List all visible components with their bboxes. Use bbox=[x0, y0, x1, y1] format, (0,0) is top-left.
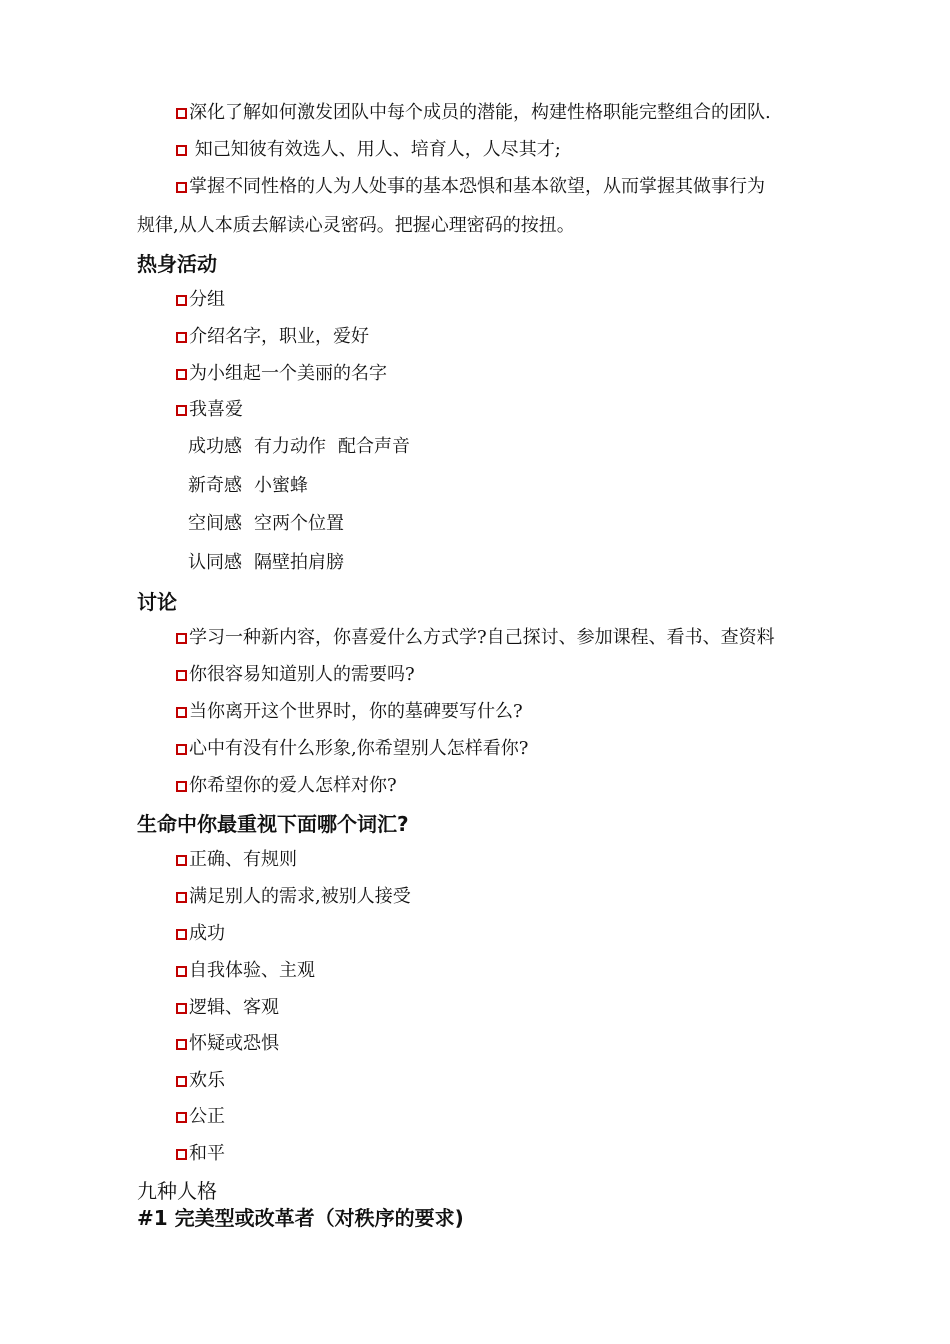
warmup-item: 我喜爱 bbox=[176, 398, 243, 422]
checkbox-bullet-icon bbox=[176, 108, 187, 119]
discussion-item: 你希望你的爱人怎样对你? bbox=[176, 774, 397, 798]
warmup-item: 介绍名字，职业，爱好 bbox=[176, 325, 369, 349]
checkbox-bullet-icon bbox=[176, 744, 187, 755]
checkbox-bullet-icon bbox=[176, 781, 187, 792]
intro-item-1 bbox=[176, 101, 771, 125]
checkbox-bullet-icon bbox=[176, 1149, 187, 1160]
warmup-row: 新奇感 小蜜蜂 bbox=[188, 475, 308, 496]
discussion-item: 当你离开这个世界时，你的墓碑要写什么? bbox=[176, 700, 523, 724]
checkbox-bullet-icon bbox=[176, 1003, 187, 1014]
warmup-row: 认同感 隔壁拍肩膀 bbox=[188, 552, 344, 573]
values-item: 逻辑、客观 bbox=[176, 996, 279, 1020]
values-item: 满足别人的需求,被别人接受 bbox=[176, 885, 411, 909]
intro-text-4: 规律,从人本质去解读心灵密码。把握心理密码的按扭。 bbox=[137, 215, 575, 236]
intro-item-3 bbox=[176, 175, 765, 199]
checkbox-bullet-icon bbox=[176, 855, 187, 866]
checkbox-bullet-icon bbox=[176, 966, 187, 977]
values-item: 成功 bbox=[176, 922, 225, 946]
intro-item-2 bbox=[176, 138, 561, 162]
checkbox-bullet-icon bbox=[176, 670, 187, 681]
checkbox-bullet-icon bbox=[176, 929, 187, 940]
intro-text-1: 深化了解如何激发团队中每个成员的潜能，构建性格职能完整组合的团队. bbox=[189, 102, 771, 123]
discussion-item: 学习一种新内容，你喜爱什么方式学?自己探讨、参加课程、看书、查资料 bbox=[176, 626, 775, 650]
values-item: 和平 bbox=[176, 1142, 225, 1166]
checkbox-bullet-icon bbox=[176, 633, 187, 644]
discussion-item: 心中有没有什么形象,你希望别人怎样看你? bbox=[176, 737, 528, 761]
checkbox-bullet-icon bbox=[176, 182, 187, 193]
checkbox-bullet-icon bbox=[176, 1039, 187, 1050]
warmup-item: 为小组起一个美丽的名字 bbox=[176, 362, 387, 386]
warmup-item: 分组 bbox=[176, 288, 225, 312]
warmup-row: 空间感 空两个位置 bbox=[188, 513, 344, 534]
discussion-heading: 讨论 bbox=[137, 590, 177, 614]
checkbox-bullet-icon bbox=[176, 707, 187, 718]
values-item: 公正 bbox=[176, 1105, 225, 1129]
values-item: 自我体验、主观 bbox=[176, 959, 315, 983]
nine-heading: 九种人格 bbox=[137, 1179, 217, 1203]
checkbox-bullet-icon bbox=[176, 332, 187, 343]
intro-text-2: 知己知彼有效选人、用人、培育人，人尽其才; bbox=[189, 139, 561, 160]
checkbox-bullet-icon bbox=[176, 1076, 187, 1087]
warmup-heading: 热身活动 bbox=[137, 252, 217, 276]
checkbox-bullet-icon bbox=[176, 1112, 187, 1123]
type1-heading: #1 完美型或改革者（对秩序的要求) bbox=[137, 1206, 464, 1230]
checkbox-bullet-icon bbox=[176, 145, 187, 156]
intro-continuation bbox=[137, 214, 575, 238]
values-heading: 生命中你最重视下面哪个词汇? bbox=[137, 812, 409, 836]
values-item: 正确、有规则 bbox=[176, 848, 297, 872]
checkbox-bullet-icon bbox=[176, 892, 187, 903]
checkbox-bullet-icon bbox=[176, 405, 187, 416]
discussion-item: 你很容易知道别人的需要吗? bbox=[176, 663, 415, 687]
checkbox-bullet-icon bbox=[176, 369, 187, 380]
values-item: 欢乐 bbox=[176, 1069, 225, 1093]
warmup-row: 成功感 有力动作 配合声音 bbox=[188, 436, 410, 457]
intro-text-3: 掌握不同性格的人为人处事的基本恐惧和基本欲望，从而掌握其做事行为 bbox=[189, 176, 765, 197]
checkbox-bullet-icon bbox=[176, 295, 187, 306]
values-item: 怀疑或恐惧 bbox=[176, 1032, 279, 1056]
